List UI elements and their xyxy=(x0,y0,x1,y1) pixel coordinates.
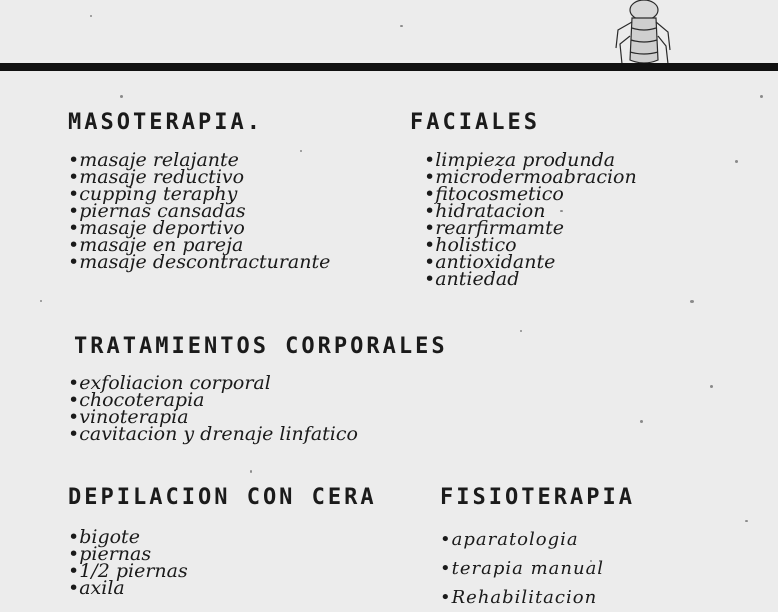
list-item: • rearfirmamte xyxy=(424,220,637,237)
list-item: • limpieza produnda xyxy=(424,152,637,169)
list-item: • holistico xyxy=(424,237,637,254)
faciales-list xyxy=(424,149,637,290)
list-item: • masaje deportivo xyxy=(68,220,330,237)
list-item: • aparatologia xyxy=(440,525,604,554)
list-item: • vinoterapia xyxy=(68,409,358,426)
list-item: • cupping teraphy xyxy=(68,186,330,203)
faciales-heading: FACIALES xyxy=(410,110,540,135)
list-item: • axila xyxy=(68,580,188,597)
list-item: • antiedad xyxy=(424,271,637,288)
list-item: • fitocosmetico xyxy=(424,186,637,203)
list-item: • Rehabilitacion xyxy=(440,583,604,612)
list-item: • bigote xyxy=(68,529,188,546)
list-item: • 1/2 piernas xyxy=(68,563,188,580)
fisioterapia-heading: FISIOTERAPIA xyxy=(440,485,635,510)
header-divider xyxy=(0,63,778,71)
list-item: • cavitacion y drenaje linfatico xyxy=(68,426,358,443)
depilacion-list xyxy=(68,526,188,599)
ant-illustration-icon xyxy=(608,0,678,68)
list-item: • masaje en pareja xyxy=(68,237,330,254)
list-item: • antioxidante xyxy=(424,254,637,271)
list-item: • terapia manual xyxy=(440,554,604,583)
masoterapia-heading: MASOTERAPIA. xyxy=(68,110,263,135)
tratamientos-heading: TRATAMIENTOS CORPORALES xyxy=(74,334,448,359)
depilacion-heading: DEPILACION CON CERA xyxy=(68,485,377,510)
list-item: • hidratacion xyxy=(424,203,637,220)
list-item: • exfoliacion corporal xyxy=(68,375,358,392)
list-item: • microdermoabracion xyxy=(424,169,637,186)
list-item: • masaje descontracturante xyxy=(68,254,330,271)
list-item: • piernas cansadas xyxy=(68,203,330,220)
list-item: • masaje relajante xyxy=(68,152,330,169)
list-item: • chocoterapia xyxy=(68,392,358,409)
list-item: • masaje reductivo xyxy=(68,169,330,186)
list-item: • piernas xyxy=(68,546,188,563)
masoterapia-list xyxy=(68,149,331,273)
tratamientos-list xyxy=(68,372,358,445)
